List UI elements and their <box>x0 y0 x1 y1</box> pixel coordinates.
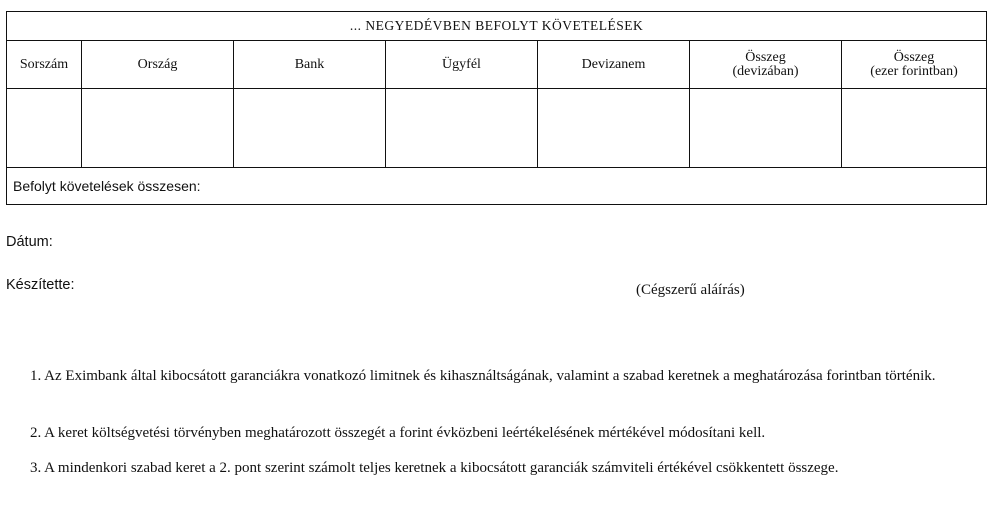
table-cell <box>386 89 538 168</box>
column-header-bank: Bank <box>234 41 386 89</box>
column-header-sorszam: Sorszám <box>7 41 82 89</box>
column-header-osszeg-forint: Összeg (ezer forintban) <box>842 41 987 89</box>
receivables-table <box>6 11 987 205</box>
table-cell <box>690 89 842 168</box>
note-1: 1. Az Eximbank által kibocsátott garanciákra vonatkozó limitnek és kihasználtságának, valamint a szabad keretnek a meghatározása forintban történik. <box>30 368 936 384</box>
column-header-ugyfel: Ügyfél <box>386 41 538 89</box>
prepared-by-label: Készítette: <box>6 277 75 293</box>
note-2: 2. A keret költségvetési törvényben meghatározott összegét a forint évközbeni leértékelésének mértékével módosítani kell. <box>30 425 766 441</box>
column-header-orszag: Ország <box>82 41 234 89</box>
table-row <box>7 89 987 168</box>
note-3: 3. A mindenkori szabad keret a 2. pont szerint számolt teljes keretnek a kibocsátott garanciák számviteli értékével csökkentett összege. <box>30 460 839 476</box>
table-cell <box>842 89 987 168</box>
column-header-devizanem: Devizanem <box>538 41 690 89</box>
column-header-osszeg-deviza: Összeg (devizában) <box>690 41 842 89</box>
date-label: Dátum: <box>6 234 53 250</box>
table-cell <box>538 89 690 168</box>
total-row-label: Befolyt követelések összesen: <box>7 168 987 205</box>
table-cell <box>234 89 386 168</box>
table-cell <box>7 89 82 168</box>
table-title: ... NEGYEDÉVBEN BEFOLYT KÖVETELÉSEK <box>7 12 987 41</box>
table-cell <box>82 89 234 168</box>
signature-label: (Cégszerű aláírás) <box>636 282 745 298</box>
